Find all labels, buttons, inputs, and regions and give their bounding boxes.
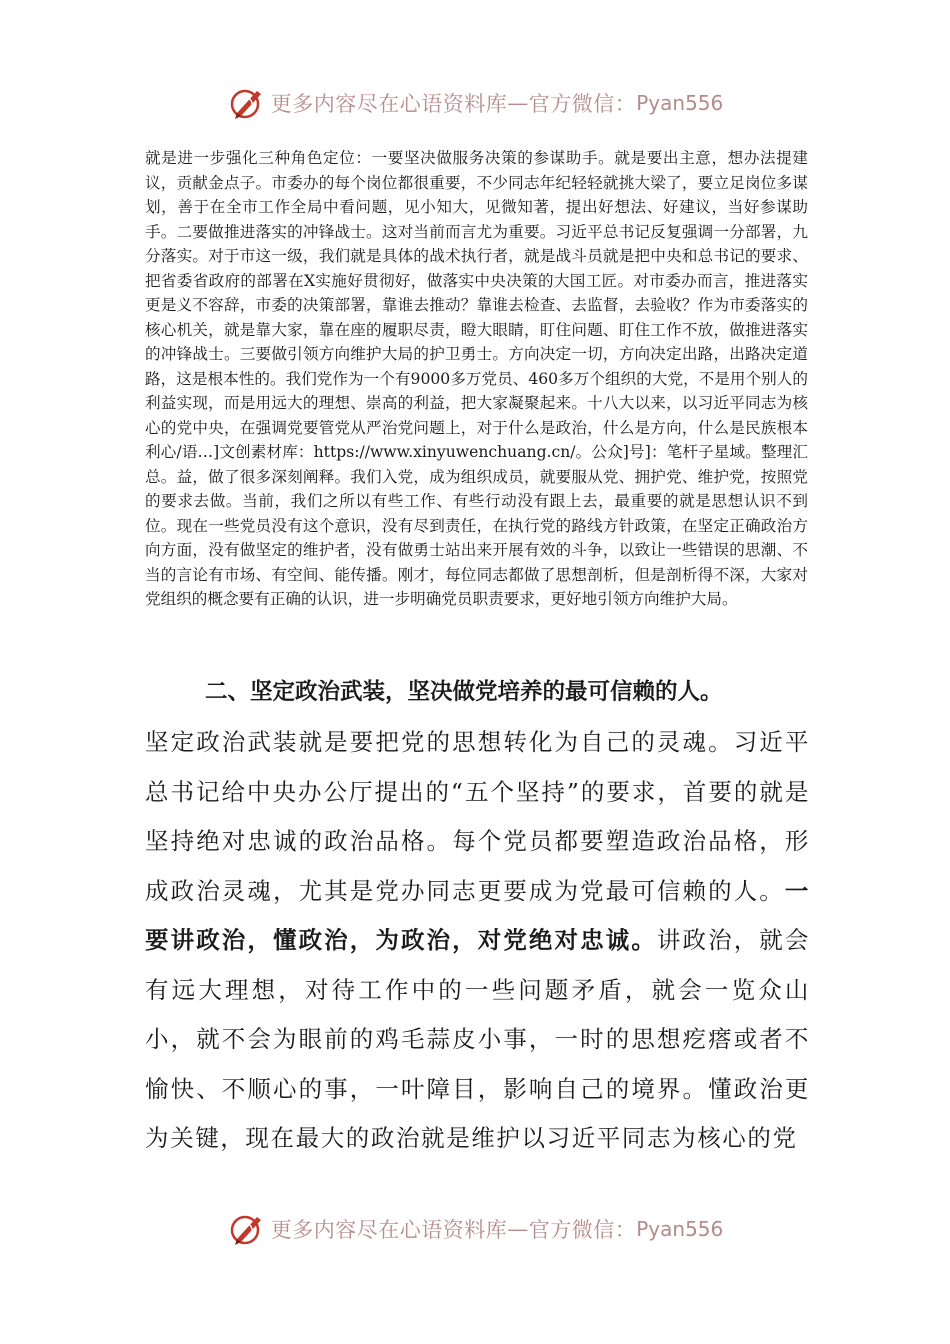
paragraph-2-intro: 坚定政治武装就是要把党的思想转化为自己的灵魂。习近平总书记给中央办公厅提出的“五个坚持”的要求，首要的就是坚持绝对忠诚的政治品格。每个党员都要塑造政治品格，形成政治灵魂，尤其是党办同志更要成为党最可信赖的人。	[145, 728, 810, 905]
header-wechat-label: 官方微信：	[528, 92, 637, 116]
pen-logo-icon	[227, 83, 267, 123]
footer-separator: —	[507, 1217, 529, 1241]
pen-logo-icon	[227, 1209, 267, 1249]
footer-wechat-label: 官方微信：	[528, 1218, 637, 1242]
body-paragraph-1: 就是进一步强化三种角色定位：一要坚决做服务决策的参谋助手。就是要出主意，想办法提建议，贡献金点子。市委办的每个岗位都很重要，不少同志年纪轻轻就挑大梁了，要立足岗位多谋划，善于在全市工作全局中看问题，见小知大，见微知著，提出好想法、好建议，当好参谋助手。二要做推进落实的冲锋战士。这对当前而言尤为重要。习近平总书记反复强调一分部署，九分落实。对于市这一级，我们就是具体的战术执行者，就是战斗员就是把中央和总书记的要求、把省委省政府的部署在X实施好贯彻好，做落实中央决策的大国工匠。对市委办而言，推进落实更是义不容辞，市委的决策部署，靠谁去推动？靠谁去检查、去监督，去验收？作为市委落实的核心机关，就是靠大家，靠在座的履职尽责，瞪大眼睛，盯住问题、盯住工作不放，做推进落实的冲锋战士。三要做引领方向维护大局的护卫勇士。方向决定一切，方向决定出路，出路决定道路，这是根本性的。我们党作为一个有9000多万党员、460多万个组织的大党，不是用个别人的利益实现，而是用远大的理想、崇高的利益，把大家凝聚起来。十八大以来，以习近平同志为核心的党中央，在强调党要管党从严治党问题上，对于什么是政治，什么是方向，什么是民族根本利心/语…]文创素材库：https://www.xinyuwenchuang.cn/。公众]号]：笔杆子星域。整理汇总。益，做了很多深刻阐释。我们入党，成为组织成员，就要服从党、拥护党、维护党，按照党的要求去做。当前，我们之所以有些工作、有些行动没有跟上去，最重要的就是思想认识不到位。现在一些党员没有这个意识，没有尽到责任，在执行党的路线方针政策，在坚定正确政治方向方面，没有做坚定的维护者，没有做勇士站出来开展有效的斗争，以致让一些错误的思潮、不当的言论有市场、有空间、能传播。刚才，每位同志都做了思想剖析，但是剖析得不深，大家对党组织的概念要有正确的认识，进一步明确党员职责要求，更好地引领方向维护大局。	[145, 149, 808, 608]
section-heading-2: 二、坚定政治武装，坚决做党培养的最可信赖的人。	[205, 679, 723, 705]
paragraph-2-rest: 讲政治，就会有远大理想，对待工作中的一些问题矛盾，就会一览众山小，就不会为眼前的鸡毛蒜皮小事，一时的思想疙瘩或者不愉快、不顺心的事，一叶障目，影响自己的境界。懂政治更为关键，现在最大的政治就是维护以习近平同志为核心的党	[145, 926, 810, 1152]
header-separator: —	[507, 91, 529, 115]
footer-wechat-id: Pyan556	[636, 1217, 724, 1241]
paragraph-2-lead-sentence: 一要讲政治，懂政治，为政治，对党绝对忠诚。	[145, 876, 810, 954]
header-watermark-banner	[0, 80, 950, 126]
header-brand-text: 更多内容尽在心语资料库	[270, 92, 508, 116]
footer-brand-text: 更多内容尽在心语资料库	[270, 1218, 508, 1242]
footer-watermark-banner	[0, 1206, 950, 1252]
header-wechat-id: Pyan556	[636, 91, 724, 115]
body-paragraph-2	[145, 718, 810, 1164]
